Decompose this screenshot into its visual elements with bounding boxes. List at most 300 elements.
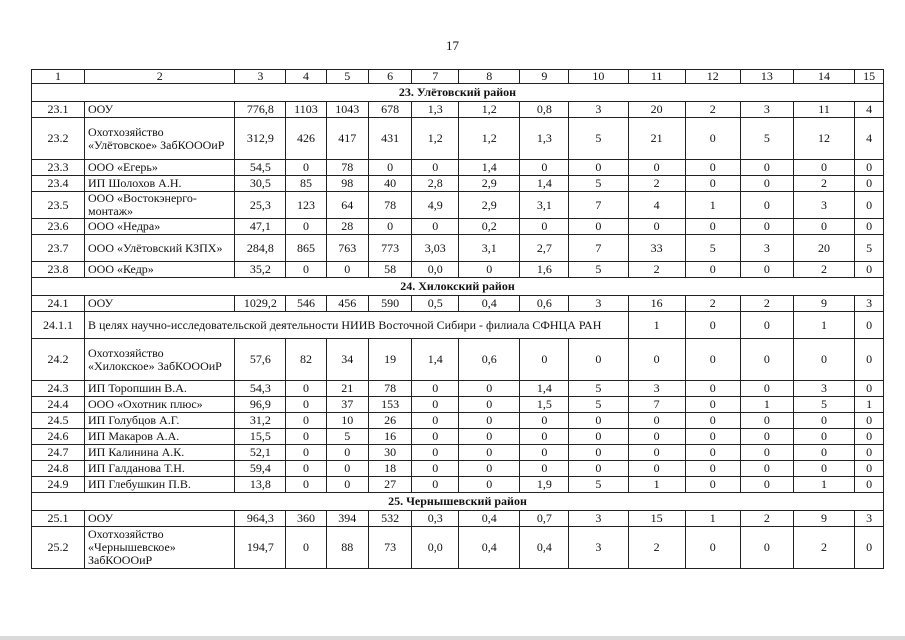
value-cell: 2 bbox=[628, 262, 685, 278]
value-cell: 2,9 bbox=[459, 176, 520, 192]
value-cell: 30 bbox=[368, 445, 411, 461]
value-cell: 25,3 bbox=[235, 192, 286, 219]
value-cell: 2 bbox=[793, 527, 854, 569]
value-cell: 27 bbox=[368, 477, 411, 493]
value-cell: 11 bbox=[793, 102, 854, 118]
value-cell: 4 bbox=[628, 192, 685, 219]
value-cell: 1 bbox=[793, 312, 854, 339]
value-cell: 0 bbox=[628, 160, 685, 176]
value-cell: 78 bbox=[326, 160, 368, 176]
value-cell: 0 bbox=[412, 219, 459, 235]
value-cell: 7 bbox=[569, 192, 628, 219]
organization-name: ООУ bbox=[84, 296, 234, 312]
value-cell: 1 bbox=[628, 477, 685, 493]
value-cell: 7 bbox=[628, 397, 685, 413]
value-cell: 0 bbox=[855, 429, 884, 445]
value-cell: 15,5 bbox=[235, 429, 286, 445]
value-cell: 1,4 bbox=[520, 381, 569, 397]
section-row bbox=[32, 84, 884, 102]
organization-name: ООО «Недра» bbox=[84, 219, 234, 235]
row-number: 25.1 bbox=[32, 511, 85, 527]
value-cell: 21 bbox=[326, 381, 368, 397]
value-cell: 2 bbox=[685, 102, 740, 118]
column-number-cell: 11 bbox=[628, 70, 685, 84]
value-cell: 0,0 bbox=[412, 527, 459, 569]
value-cell: 3 bbox=[740, 235, 793, 262]
value-cell: 0 bbox=[685, 477, 740, 493]
row-number: 24.1 bbox=[32, 296, 85, 312]
organization-name: Охотхозяйство «Чернышевское» ЗабКОООиР bbox=[84, 527, 234, 569]
value-cell: 57,6 bbox=[235, 339, 286, 381]
table-row bbox=[32, 160, 884, 176]
value-cell: 360 bbox=[286, 511, 326, 527]
value-cell: 0,5 bbox=[412, 296, 459, 312]
value-cell: 5 bbox=[326, 429, 368, 445]
column-number-cell: 4 bbox=[286, 70, 326, 84]
value-cell: 0 bbox=[855, 219, 884, 235]
section-row bbox=[32, 278, 884, 296]
row-number: 24.1.1 bbox=[32, 312, 85, 339]
table-row bbox=[32, 413, 884, 429]
value-cell: 5 bbox=[793, 397, 854, 413]
table-row bbox=[32, 296, 884, 312]
organization-name: ООО «Кедр» bbox=[84, 262, 234, 278]
value-cell: 0 bbox=[685, 527, 740, 569]
value-cell: 0 bbox=[286, 397, 326, 413]
section-title: 23. Улётовский район bbox=[32, 84, 884, 102]
column-number-cell: 7 bbox=[412, 70, 459, 84]
value-cell: 0 bbox=[520, 160, 569, 176]
value-cell: 1,2 bbox=[459, 118, 520, 160]
table-row bbox=[32, 118, 884, 160]
value-cell: 0 bbox=[412, 477, 459, 493]
value-cell: 0 bbox=[520, 461, 569, 477]
value-cell: 0 bbox=[286, 160, 326, 176]
value-cell: 2 bbox=[740, 296, 793, 312]
value-cell: 0 bbox=[793, 219, 854, 235]
value-cell: 0 bbox=[855, 381, 884, 397]
scan-edge bbox=[0, 636, 905, 640]
row-number: 23.3 bbox=[32, 160, 85, 176]
value-cell: 20 bbox=[628, 102, 685, 118]
value-cell: 0 bbox=[740, 160, 793, 176]
value-cell: 0 bbox=[412, 445, 459, 461]
organization-name: ИП Галданова Т.Н. bbox=[84, 461, 234, 477]
row-number: 24.2 bbox=[32, 339, 85, 381]
value-cell: 0 bbox=[855, 445, 884, 461]
value-cell: 7 bbox=[569, 235, 628, 262]
value-cell: 0 bbox=[459, 413, 520, 429]
column-number-cell: 3 bbox=[235, 70, 286, 84]
value-cell: 0 bbox=[459, 477, 520, 493]
organization-name: Охотхозяйство «Хилокское» ЗабКОООиР bbox=[84, 339, 234, 381]
value-cell: 1,4 bbox=[459, 160, 520, 176]
value-cell: 5 bbox=[569, 397, 628, 413]
column-number-cell: 9 bbox=[520, 70, 569, 84]
organization-name: ИП Голубцов А.Г. bbox=[84, 413, 234, 429]
value-cell: 394 bbox=[326, 511, 368, 527]
value-cell: 5 bbox=[569, 477, 628, 493]
value-cell: 1,3 bbox=[520, 118, 569, 160]
value-cell: 0 bbox=[326, 445, 368, 461]
value-cell: 426 bbox=[286, 118, 326, 160]
value-cell: 0 bbox=[740, 312, 793, 339]
value-cell: 0 bbox=[740, 445, 793, 461]
value-cell: 2 bbox=[628, 176, 685, 192]
value-cell: 0 bbox=[740, 527, 793, 569]
row-number: 24.6 bbox=[32, 429, 85, 445]
column-number-cell: 14 bbox=[793, 70, 854, 84]
value-cell: 0 bbox=[569, 429, 628, 445]
value-cell: 0 bbox=[793, 461, 854, 477]
column-number-cell: 5 bbox=[326, 70, 368, 84]
value-cell: 0,2 bbox=[459, 219, 520, 235]
value-cell: 0 bbox=[793, 445, 854, 461]
value-cell: 3,1 bbox=[520, 192, 569, 219]
value-cell: 54,5 bbox=[235, 160, 286, 176]
value-cell: 0 bbox=[855, 160, 884, 176]
value-cell: 0 bbox=[855, 176, 884, 192]
value-cell: 16 bbox=[628, 296, 685, 312]
value-cell: 0 bbox=[793, 413, 854, 429]
value-cell: 0 bbox=[685, 339, 740, 381]
value-cell: 0 bbox=[793, 339, 854, 381]
value-cell: 0 bbox=[569, 461, 628, 477]
value-cell: 0,0 bbox=[412, 262, 459, 278]
table-row bbox=[32, 445, 884, 461]
value-cell: 0 bbox=[628, 461, 685, 477]
value-cell: 2,8 bbox=[412, 176, 459, 192]
value-cell: 1029,2 bbox=[235, 296, 286, 312]
row-number: 24.3 bbox=[32, 381, 85, 397]
value-cell: 26 bbox=[368, 413, 411, 429]
value-cell: 1,2 bbox=[412, 118, 459, 160]
value-cell: 0 bbox=[569, 339, 628, 381]
column-number-cell: 13 bbox=[740, 70, 793, 84]
value-cell: 0 bbox=[740, 381, 793, 397]
value-cell: 0 bbox=[459, 262, 520, 278]
table-row bbox=[32, 527, 884, 569]
row-number: 23.8 bbox=[32, 262, 85, 278]
value-cell: 34 bbox=[326, 339, 368, 381]
row-number: 23.1 bbox=[32, 102, 85, 118]
value-cell: 0 bbox=[740, 477, 793, 493]
value-cell: 964,3 bbox=[235, 511, 286, 527]
value-cell: 0 bbox=[855, 339, 884, 381]
value-cell: 3,03 bbox=[412, 235, 459, 262]
value-cell: 123 bbox=[286, 192, 326, 219]
value-cell: 0 bbox=[286, 461, 326, 477]
value-cell: 0 bbox=[685, 312, 740, 339]
value-cell: 2 bbox=[740, 511, 793, 527]
value-cell: 773 bbox=[368, 235, 411, 262]
value-cell: 0 bbox=[855, 312, 884, 339]
value-cell: 0 bbox=[459, 461, 520, 477]
organization-name: ООО «Охотник плюс» bbox=[84, 397, 234, 413]
row-number: 24.9 bbox=[32, 477, 85, 493]
data-table bbox=[31, 69, 884, 569]
row-number: 23.5 bbox=[32, 192, 85, 219]
value-cell: 0 bbox=[569, 413, 628, 429]
value-cell: 9 bbox=[793, 296, 854, 312]
value-cell: 16 bbox=[368, 429, 411, 445]
value-cell: 678 bbox=[368, 102, 411, 118]
value-cell: 1 bbox=[855, 397, 884, 413]
value-cell: 3 bbox=[628, 381, 685, 397]
value-cell: 9 bbox=[793, 511, 854, 527]
value-cell: 2,9 bbox=[459, 192, 520, 219]
value-cell: 0 bbox=[685, 118, 740, 160]
value-cell: 4 bbox=[855, 102, 884, 118]
value-cell: 0 bbox=[412, 429, 459, 445]
value-cell: 1 bbox=[628, 312, 685, 339]
value-cell: 0 bbox=[685, 429, 740, 445]
value-cell: 0 bbox=[520, 219, 569, 235]
value-cell: 0 bbox=[740, 176, 793, 192]
value-cell: 0 bbox=[412, 461, 459, 477]
value-cell: 5 bbox=[855, 235, 884, 262]
table-row bbox=[32, 219, 884, 235]
value-cell: 0,6 bbox=[520, 296, 569, 312]
value-cell: 1,4 bbox=[412, 339, 459, 381]
value-cell: 54,3 bbox=[235, 381, 286, 397]
value-cell: 0 bbox=[628, 445, 685, 461]
organization-name: ИП Калинина А.К. bbox=[84, 445, 234, 461]
value-cell: 312,9 bbox=[235, 118, 286, 160]
value-cell: 0 bbox=[740, 262, 793, 278]
organization-name: ИП Макаров А.А. bbox=[84, 429, 234, 445]
column-number-cell: 12 bbox=[685, 70, 740, 84]
value-cell: 0 bbox=[685, 413, 740, 429]
table-row bbox=[32, 176, 884, 192]
value-cell: 0 bbox=[326, 477, 368, 493]
value-cell: 0 bbox=[855, 262, 884, 278]
column-number-cell: 15 bbox=[855, 70, 884, 84]
value-cell: 28 bbox=[326, 219, 368, 235]
table-row bbox=[32, 397, 884, 413]
value-cell: 2 bbox=[793, 176, 854, 192]
value-cell: 0,4 bbox=[459, 296, 520, 312]
value-cell: 21 bbox=[628, 118, 685, 160]
value-cell: 59,4 bbox=[235, 461, 286, 477]
table-row bbox=[32, 511, 884, 527]
value-cell: 590 bbox=[368, 296, 411, 312]
value-cell: 1 bbox=[685, 192, 740, 219]
value-cell: 0 bbox=[286, 429, 326, 445]
value-cell: 0 bbox=[628, 429, 685, 445]
table-row bbox=[32, 102, 884, 118]
value-cell: 0 bbox=[286, 445, 326, 461]
column-number-cell: 2 bbox=[84, 70, 234, 84]
value-cell: 0,4 bbox=[459, 511, 520, 527]
value-cell: 0 bbox=[740, 461, 793, 477]
value-cell: 0 bbox=[740, 219, 793, 235]
value-cell: 0 bbox=[793, 160, 854, 176]
value-cell: 35,2 bbox=[235, 262, 286, 278]
value-cell: 47,1 bbox=[235, 219, 286, 235]
value-cell: 19 bbox=[368, 339, 411, 381]
organization-name: Охотхозяйство «Улётовское» ЗабКОООиР bbox=[84, 118, 234, 160]
value-cell: 1,4 bbox=[520, 176, 569, 192]
row-number: 23.6 bbox=[32, 219, 85, 235]
value-cell: 10 bbox=[326, 413, 368, 429]
value-cell: 0 bbox=[628, 339, 685, 381]
value-cell: 0 bbox=[459, 445, 520, 461]
value-cell: 0 bbox=[685, 445, 740, 461]
value-cell: 3 bbox=[793, 192, 854, 219]
row-number: 24.8 bbox=[32, 461, 85, 477]
value-cell: 0 bbox=[368, 160, 411, 176]
value-cell: 0 bbox=[685, 397, 740, 413]
section-title: 24. Хилокский район bbox=[32, 278, 884, 296]
value-cell: 1,9 bbox=[520, 477, 569, 493]
value-cell: 0 bbox=[286, 413, 326, 429]
value-cell: 0 bbox=[569, 219, 628, 235]
value-cell: 78 bbox=[368, 192, 411, 219]
table-row bbox=[32, 381, 884, 397]
organization-name: ИП Торопшин В.А. bbox=[84, 381, 234, 397]
value-cell: 865 bbox=[286, 235, 326, 262]
table-row bbox=[32, 312, 884, 339]
row-number: 23.7 bbox=[32, 235, 85, 262]
value-cell: 532 bbox=[368, 511, 411, 527]
value-cell: 0 bbox=[855, 192, 884, 219]
value-cell: 33 bbox=[628, 235, 685, 262]
value-cell: 0,6 bbox=[459, 339, 520, 381]
value-cell: 0 bbox=[740, 429, 793, 445]
value-cell: 0,4 bbox=[459, 527, 520, 569]
column-number-cell: 10 bbox=[569, 70, 628, 84]
row-number: 23.2 bbox=[32, 118, 85, 160]
table-row bbox=[32, 192, 884, 219]
value-cell: 0,4 bbox=[520, 527, 569, 569]
value-cell: 12 bbox=[793, 118, 854, 160]
value-cell: 284,8 bbox=[235, 235, 286, 262]
value-cell: 0 bbox=[286, 381, 326, 397]
value-cell: 3 bbox=[855, 296, 884, 312]
value-cell: 0 bbox=[685, 461, 740, 477]
value-cell: 5 bbox=[569, 118, 628, 160]
value-cell: 58 bbox=[368, 262, 411, 278]
value-cell: 78 bbox=[368, 381, 411, 397]
value-cell: 0 bbox=[520, 445, 569, 461]
value-cell: 0 bbox=[685, 219, 740, 235]
value-cell: 431 bbox=[368, 118, 411, 160]
value-cell: 4,9 bbox=[412, 192, 459, 219]
value-cell: 5 bbox=[685, 235, 740, 262]
page-number: 17 bbox=[446, 38, 459, 53]
value-cell: 2 bbox=[628, 527, 685, 569]
value-cell: 776,8 bbox=[235, 102, 286, 118]
value-cell: 73 bbox=[368, 527, 411, 569]
value-cell: 0 bbox=[412, 160, 459, 176]
table-row bbox=[32, 461, 884, 477]
value-cell: 0 bbox=[685, 176, 740, 192]
value-cell: 0 bbox=[326, 262, 368, 278]
value-cell: 3 bbox=[855, 511, 884, 527]
organization-name: ООУ bbox=[84, 102, 234, 118]
organization-name: ИП Шолохов А.Н. bbox=[84, 176, 234, 192]
value-cell: 5 bbox=[569, 381, 628, 397]
value-cell: 0 bbox=[286, 262, 326, 278]
value-cell: 0 bbox=[412, 381, 459, 397]
value-cell: 1043 bbox=[326, 102, 368, 118]
value-cell: 194,7 bbox=[235, 527, 286, 569]
value-cell: 0 bbox=[326, 461, 368, 477]
table-row bbox=[32, 235, 884, 262]
value-cell: 3 bbox=[569, 296, 628, 312]
value-cell: 13,8 bbox=[235, 477, 286, 493]
row-number: 23.4 bbox=[32, 176, 85, 192]
value-cell: 0 bbox=[459, 397, 520, 413]
value-cell: 3 bbox=[793, 381, 854, 397]
value-cell: 0 bbox=[740, 413, 793, 429]
value-cell: 0 bbox=[855, 527, 884, 569]
value-cell: 0,3 bbox=[412, 511, 459, 527]
value-cell: 0 bbox=[569, 445, 628, 461]
table-row bbox=[32, 429, 884, 445]
value-cell: 417 bbox=[326, 118, 368, 160]
value-cell: 0 bbox=[628, 219, 685, 235]
value-cell: 1,3 bbox=[412, 102, 459, 118]
value-cell: 763 bbox=[326, 235, 368, 262]
value-cell: 0 bbox=[685, 262, 740, 278]
value-cell: 98 bbox=[326, 176, 368, 192]
value-cell: 18 bbox=[368, 461, 411, 477]
value-cell: 4 bbox=[855, 118, 884, 160]
value-cell: 1 bbox=[740, 397, 793, 413]
section-title: 25. Чернышевский район bbox=[32, 493, 884, 511]
value-cell: 0 bbox=[286, 527, 326, 569]
value-cell: 0 bbox=[459, 381, 520, 397]
value-cell: 1 bbox=[793, 477, 854, 493]
organization-name: ООО «Улётовский КЗПХ» bbox=[84, 235, 234, 262]
value-cell: 3 bbox=[569, 527, 628, 569]
value-cell: 37 bbox=[326, 397, 368, 413]
value-cell: 96,9 bbox=[235, 397, 286, 413]
organization-name: ООО «Востокэнерго-монтаж» bbox=[84, 192, 234, 219]
value-cell: 5 bbox=[569, 176, 628, 192]
row-note: В целях научно-исследовательской деятельности НИИВ Восточной Сибири - филиала СФНЦА РАН bbox=[84, 312, 628, 339]
organization-name: ООУ bbox=[84, 511, 234, 527]
value-cell: 0 bbox=[520, 413, 569, 429]
value-cell: 2 bbox=[793, 262, 854, 278]
value-cell: 31,2 bbox=[235, 413, 286, 429]
column-number-cell: 6 bbox=[368, 70, 411, 84]
value-cell: 15 bbox=[628, 511, 685, 527]
value-cell: 0 bbox=[368, 219, 411, 235]
value-cell: 153 bbox=[368, 397, 411, 413]
value-cell: 546 bbox=[286, 296, 326, 312]
value-cell: 0 bbox=[855, 477, 884, 493]
value-cell: 0 bbox=[628, 413, 685, 429]
value-cell: 0 bbox=[793, 429, 854, 445]
value-cell: 0 bbox=[520, 429, 569, 445]
value-cell: 3,1 bbox=[459, 235, 520, 262]
organization-name: ООО «Егерь» bbox=[84, 160, 234, 176]
column-number-cell: 1 bbox=[32, 70, 85, 84]
value-cell: 0 bbox=[520, 339, 569, 381]
value-cell: 52,1 bbox=[235, 445, 286, 461]
value-cell: 0 bbox=[855, 461, 884, 477]
value-cell: 0,7 bbox=[520, 511, 569, 527]
value-cell: 82 bbox=[286, 339, 326, 381]
organization-name: ИП Глебушкин П.В. bbox=[84, 477, 234, 493]
value-cell: 5 bbox=[569, 262, 628, 278]
value-cell: 3 bbox=[569, 102, 628, 118]
value-cell: 0,8 bbox=[520, 102, 569, 118]
value-cell: 2 bbox=[685, 296, 740, 312]
